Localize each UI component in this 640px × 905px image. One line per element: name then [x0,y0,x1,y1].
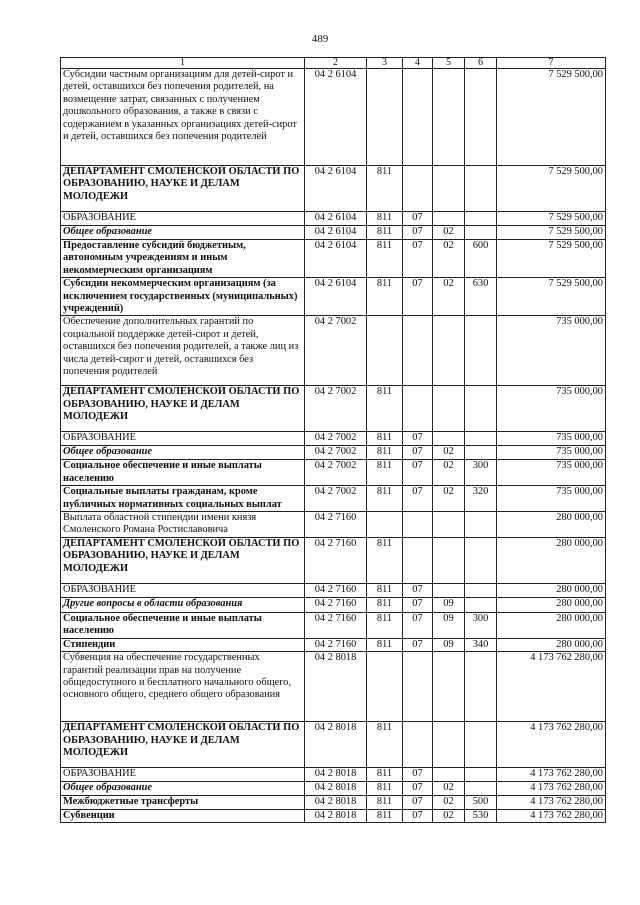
department-code: 811 [367,796,403,809]
target-code: 04 2 8018 [305,796,367,809]
amount: 4 173 762 280,00 [497,722,606,768]
subsection-code [433,512,465,538]
table-row [61,652,606,722]
subsection-code [433,316,465,386]
item-name: ОБРАЗОВАНИЕ [61,768,305,782]
expense-type-code [465,316,497,386]
target-code: 04 2 7160 [305,612,367,638]
department-code: 811 [367,432,403,446]
table-row [61,638,606,651]
table-row [61,240,606,278]
section-code: 07 [403,226,433,240]
target-code: 04 2 6104 [305,212,367,226]
amount: 735 000,00 [497,432,606,446]
amount: 280 000,00 [497,583,606,597]
item-name: Обеспечение дополнительных гарантий по социальной поддержке детей-сирот и детей, оставшихся без попечения родителей, а также лиц из числа детей-сирот и детей, оставшихся без попечения родителей [61,316,305,386]
item-name: Выплата областной стипендии имени князя Смоленского Романа Ростиславовича [61,512,305,538]
subsection-code: 09 [433,612,465,638]
table-row [61,386,606,432]
item-name: ОБРАЗОВАНИЕ [61,432,305,446]
section-code [403,652,433,722]
expense-type-code [465,652,497,722]
target-code: 04 2 7160 [305,537,367,583]
table-row [61,809,606,822]
item-name: ОБРАЗОВАНИЕ [61,583,305,597]
target-code: 04 2 7002 [305,460,367,486]
item-name: ДЕПАРТАМЕНТ СМОЛЕНСКОЙ ОБЛАСТИ ПО ОБРАЗОВАНИЮ, НАУКЕ И ДЕЛАМ МОЛОДЕЖИ [61,537,305,583]
table-body [61,69,606,823]
department-code: 811 [367,722,403,768]
target-code: 04 2 6104 [305,240,367,278]
section-code: 07 [403,460,433,486]
item-name: Предоставление субсидий бюджетным, автономным учреждениям и иным некоммерческим организациям [61,240,305,278]
column-header: 3 [367,58,403,69]
target-code: 04 2 7160 [305,597,367,612]
table-row [61,278,606,316]
department-code: 811 [367,212,403,226]
expense-type-code: 320 [465,486,497,512]
expense-type-code [465,768,497,782]
table-row [61,512,606,538]
target-code: 04 2 8018 [305,768,367,782]
target-code: 04 2 6104 [305,166,367,212]
department-code: 811 [367,597,403,612]
item-name: Стипендии [61,638,305,651]
amount: 4 173 762 280,00 [497,768,606,782]
expense-type-code [465,446,497,460]
item-name: Другие вопросы в области образования [61,597,305,612]
amount: 280 000,00 [497,638,606,651]
target-code: 04 2 7002 [305,446,367,460]
subsection-code: 09 [433,597,465,612]
expense-type-code: 530 [465,809,497,822]
target-code: 04 2 8018 [305,652,367,722]
expense-type-code [465,386,497,432]
table-header-row [61,58,606,69]
amount: 7 529 500,00 [497,240,606,278]
item-name: Общее образование [61,782,305,796]
amount: 7 529 500,00 [497,212,606,226]
target-code: 04 2 6104 [305,226,367,240]
table-row [61,597,606,612]
item-name: Субвенции [61,809,305,822]
target-code: 04 2 7160 [305,583,367,597]
department-code: 811 [367,768,403,782]
item-name: ДЕПАРТАМЕНТ СМОЛЕНСКОЙ ОБЛАСТИ ПО ОБРАЗОВАНИЮ, НАУКЕ И ДЕЛАМ МОЛОДЕЖИ [61,386,305,432]
expense-type-code [465,583,497,597]
expense-type-code: 500 [465,796,497,809]
page-number: 489 [311,33,329,45]
subsection-code [433,583,465,597]
expense-type-code: 600 [465,240,497,278]
item-name: Общее образование [61,446,305,460]
section-code: 07 [403,782,433,796]
table-row [61,722,606,768]
table-row [61,583,606,597]
target-code: 04 2 7160 [305,512,367,538]
item-name: Субвенция на обеспечение государственных гарантий реализации прав на получение общедоступного и бесплатного начального общего, основного общего, среднего общего образования [61,652,305,722]
section-code [403,722,433,768]
department-code [367,316,403,386]
column-header: 5 [433,58,465,69]
section-code: 07 [403,583,433,597]
target-code: 04 2 7002 [305,386,367,432]
table-row [61,796,606,809]
department-code: 811 [367,226,403,240]
section-code [403,537,433,583]
department-code: 811 [367,446,403,460]
amount: 7 529 500,00 [497,166,606,212]
item-name: Субсидии частным организациям для детей-сирот и детей, оставшихся без попечения родителей, на возмещение затрат, связанных с получением дошкольного образования, а также в связи с содержанием в указанных организациях детей-сирот и детей, оставшихся без попечения родителей [61,69,305,166]
amount: 735 000,00 [497,386,606,432]
item-name: Социальное обеспечение и иные выплаты населению [61,612,305,638]
section-code [403,69,433,166]
department-code [367,652,403,722]
subsection-code: 02 [433,782,465,796]
subsection-code: 02 [433,240,465,278]
section-code [403,512,433,538]
item-name: ДЕПАРТАМЕНТ СМОЛЕНСКОЙ ОБЛАСТИ ПО ОБРАЗОВАНИЮ, НАУКЕ И ДЕЛАМ МОЛОДЕЖИ [61,722,305,768]
column-header: 4 [403,58,433,69]
expense-type-code [465,226,497,240]
section-code: 07 [403,240,433,278]
target-code: 04 2 8018 [305,782,367,796]
section-code: 07 [403,809,433,822]
department-code: 811 [367,460,403,486]
section-code: 07 [403,768,433,782]
department-code: 811 [367,386,403,432]
target-code: 04 2 8018 [305,722,367,768]
table-row [61,612,606,638]
expense-type-code: 300 [465,612,497,638]
table-row [61,446,606,460]
expense-type-code [465,69,497,166]
column-header: 1 [61,58,305,69]
expense-type-code [465,782,497,796]
target-code: 04 2 7002 [305,316,367,386]
expense-type-code: 340 [465,638,497,651]
item-name: Социальное обеспечение и иные выплаты населению [61,460,305,486]
subsection-code [433,212,465,226]
department-code: 811 [367,782,403,796]
target-code: 04 2 6104 [305,69,367,166]
expense-type-code [465,597,497,612]
amount: 4 173 762 280,00 [497,796,606,809]
department-code: 811 [367,612,403,638]
amount: 280 000,00 [497,612,606,638]
table-row [61,486,606,512]
budget-table [60,57,606,823]
table-row [61,212,606,226]
section-code: 07 [403,486,433,512]
section-code: 07 [403,796,433,809]
section-code: 07 [403,212,433,226]
subsection-code: 02 [433,460,465,486]
section-code [403,386,433,432]
subsection-code [433,69,465,166]
expense-type-code [465,722,497,768]
expense-type-code: 300 [465,460,497,486]
department-code: 811 [367,809,403,822]
subsection-code [433,537,465,583]
department-code: 811 [367,638,403,651]
section-code: 07 [403,638,433,651]
expense-type-code [465,537,497,583]
amount: 735 000,00 [497,316,606,386]
subsection-code: 02 [433,278,465,316]
table-row [61,768,606,782]
department-code: 811 [367,166,403,212]
table-row [61,460,606,486]
section-code: 07 [403,278,433,316]
table-row [61,69,606,166]
target-code: 04 2 7002 [305,432,367,446]
column-header: 2 [305,58,367,69]
amount: 7 529 500,00 [497,278,606,316]
item-name: ОБРАЗОВАНИЕ [61,212,305,226]
expense-type-code: 630 [465,278,497,316]
amount: 735 000,00 [497,446,606,460]
amount: 7 529 500,00 [497,226,606,240]
expense-type-code [465,212,497,226]
subsection-code: 02 [433,446,465,460]
target-code: 04 2 7160 [305,638,367,651]
amount: 4 173 762 280,00 [497,809,606,822]
expense-type-code [465,432,497,446]
section-code [403,316,433,386]
column-header: 6 [465,58,497,69]
section-code: 07 [403,432,433,446]
amount: 735 000,00 [497,460,606,486]
subsection-code: 09 [433,638,465,651]
item-name: Социальные выплаты гражданам, кроме публичных нормативных социальных выплат [61,486,305,512]
table-row [61,166,606,212]
department-code [367,512,403,538]
expense-type-code [465,512,497,538]
subsection-code [433,652,465,722]
section-code: 07 [403,446,433,460]
item-name: Общее образование [61,226,305,240]
department-code: 811 [367,583,403,597]
item-name: ДЕПАРТАМЕНТ СМОЛЕНСКОЙ ОБЛАСТИ ПО ОБРАЗОВАНИЮ, НАУКЕ И ДЕЛАМ МОЛОДЕЖИ [61,166,305,212]
department-code: 811 [367,486,403,512]
subsection-code [433,166,465,212]
subsection-code [433,768,465,782]
amount: 280 000,00 [497,597,606,612]
amount: 4 173 762 280,00 [497,652,606,722]
subsection-code [433,386,465,432]
department-code [367,69,403,166]
amount: 280 000,00 [497,537,606,583]
department-code: 811 [367,537,403,583]
subsection-code: 02 [433,486,465,512]
target-code: 04 2 8018 [305,809,367,822]
subsection-code [433,722,465,768]
table-row [61,537,606,583]
amount: 735 000,00 [497,486,606,512]
table-row [61,432,606,446]
section-code [403,166,433,212]
section-code: 07 [403,597,433,612]
target-code: 04 2 6104 [305,278,367,316]
target-code: 04 2 7002 [305,486,367,512]
column-header: 7 [497,58,606,69]
item-name: Межбюджетные трансферты [61,796,305,809]
subsection-code: 02 [433,809,465,822]
subsection-code: 02 [433,226,465,240]
amount: 7 529 500,00 [497,69,606,166]
section-code: 07 [403,612,433,638]
expense-type-code [465,166,497,212]
table-row [61,316,606,386]
amount: 280 000,00 [497,512,606,538]
subsection-code: 02 [433,796,465,809]
department-code: 811 [367,278,403,316]
department-code: 811 [367,240,403,278]
item-name: Субсидии некоммерческим организациям (за исключением государственных (муниципальных) учреждений) [61,278,305,316]
subsection-code [433,432,465,446]
table-row [61,226,606,240]
amount: 4 173 762 280,00 [497,782,606,796]
table-row [61,782,606,796]
